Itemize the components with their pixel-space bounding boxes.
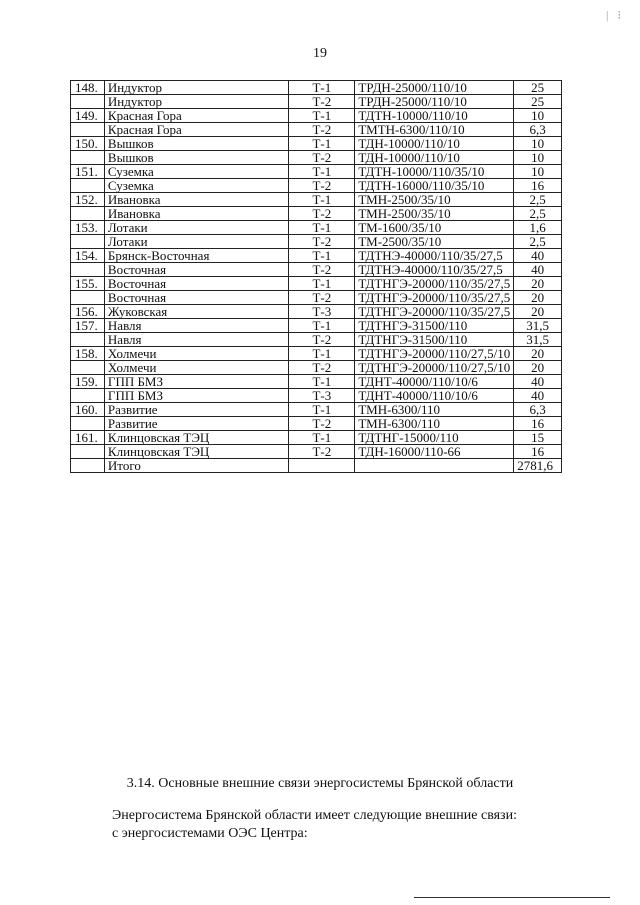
cell-num: 150. bbox=[71, 137, 105, 151]
cell-power: 2,5 bbox=[514, 235, 562, 249]
table-row bbox=[71, 193, 562, 207]
cell-model: ТДТН-10000/110/35/10 bbox=[355, 165, 514, 179]
cell-num bbox=[71, 333, 105, 347]
table-row bbox=[71, 109, 562, 123]
table-row bbox=[71, 235, 562, 249]
cell-num: 159. bbox=[71, 375, 105, 389]
cell-name: Вышков bbox=[104, 151, 288, 165]
cell-model: ТДТНГЭ-20000/110/35/27,5 bbox=[355, 277, 514, 291]
cell-num: 158. bbox=[71, 347, 105, 361]
cell-type: Т-1 bbox=[289, 403, 355, 417]
cell-num: 155. bbox=[71, 277, 105, 291]
cell-model: ТРДН-25000/110/10 bbox=[355, 95, 514, 109]
cell-name: Суземка bbox=[104, 179, 288, 193]
cell-model bbox=[355, 459, 514, 473]
cell-name: Навля bbox=[104, 319, 288, 333]
cell-power: 2781,6 bbox=[514, 459, 562, 473]
cell-num: 153. bbox=[71, 221, 105, 235]
cell-name: Суземка bbox=[104, 165, 288, 179]
cell-num: 160. bbox=[71, 403, 105, 417]
cell-num: 154. bbox=[71, 249, 105, 263]
cell-model: ТДНТ-40000/110/10/6 bbox=[355, 375, 514, 389]
cell-num bbox=[71, 459, 105, 473]
cell-type: Т-3 bbox=[289, 305, 355, 319]
cell-name: Брянск-Восточная bbox=[104, 249, 288, 263]
cell-type: Т-2 bbox=[289, 263, 355, 277]
cell-model: ТДТНГЭ-20000/110/27,5/10 bbox=[355, 347, 514, 361]
cell-type: Т-1 bbox=[289, 109, 355, 123]
cell-power: 20 bbox=[514, 291, 562, 305]
cell-name: Жуковская bbox=[104, 305, 288, 319]
table-row bbox=[71, 431, 562, 445]
cell-model: ТМ-2500/35/10 bbox=[355, 235, 514, 249]
cell-model: ТДН-10000/110/10 bbox=[355, 151, 514, 165]
cell-type: Т-2 bbox=[289, 361, 355, 375]
cell-type: Т-1 bbox=[289, 221, 355, 235]
cell-model: ТМ-1600/35/10 bbox=[355, 221, 514, 235]
cell-power: 20 bbox=[514, 305, 562, 319]
cell-model: ТМН-6300/110 bbox=[355, 417, 514, 431]
cell-num bbox=[71, 263, 105, 277]
cell-num: 156. bbox=[71, 305, 105, 319]
cell-power: 16 bbox=[514, 417, 562, 431]
cell-type bbox=[289, 459, 355, 473]
cell-model: ТДТНГЭ-31500/110 bbox=[355, 319, 514, 333]
cell-num bbox=[71, 95, 105, 109]
scan-corner-mark: | ⁝ bbox=[606, 8, 625, 22]
cell-name: Развитие bbox=[104, 403, 288, 417]
cell-name: Развитие bbox=[104, 417, 288, 431]
cell-power: 20 bbox=[514, 277, 562, 291]
cell-num bbox=[71, 361, 105, 375]
table-row bbox=[71, 81, 562, 95]
cell-name: Ивановка bbox=[104, 207, 288, 221]
table-row bbox=[71, 319, 562, 333]
cell-name: Клинцовская ТЭЦ bbox=[104, 445, 288, 459]
table-total-row bbox=[71, 459, 562, 473]
cell-num: 157. bbox=[71, 319, 105, 333]
cell-power: 10 bbox=[514, 165, 562, 179]
cell-type: Т-1 bbox=[289, 375, 355, 389]
cell-power: 10 bbox=[514, 109, 562, 123]
cell-power: 40 bbox=[514, 389, 562, 403]
table-row bbox=[71, 123, 562, 137]
cell-num: 148. bbox=[71, 81, 105, 95]
page-number: 19 bbox=[313, 46, 327, 61]
table-row bbox=[71, 403, 562, 417]
cell-model: ТМТН-6300/110/10 bbox=[355, 123, 514, 137]
cell-name: Вышков bbox=[104, 137, 288, 151]
cell-name: Восточная bbox=[104, 263, 288, 277]
cell-type: Т-2 bbox=[289, 95, 355, 109]
cell-model: ТДТНГЭ-20000/110/35/27,5 bbox=[355, 305, 514, 319]
cell-type: Т-1 bbox=[289, 319, 355, 333]
table-row bbox=[71, 249, 562, 263]
cell-type: Т-2 bbox=[289, 207, 355, 221]
cell-power: 31,5 bbox=[514, 319, 562, 333]
cell-power: 10 bbox=[514, 151, 562, 165]
cell-num bbox=[71, 179, 105, 193]
cell-type: Т-1 bbox=[289, 277, 355, 291]
cell-num bbox=[71, 235, 105, 249]
cell-power: 16 bbox=[514, 445, 562, 459]
cell-power: 40 bbox=[514, 375, 562, 389]
table-row bbox=[71, 361, 562, 375]
footer-rule bbox=[414, 897, 610, 898]
transformer-table bbox=[70, 80, 562, 473]
cell-type: Т-2 bbox=[289, 445, 355, 459]
cell-name: Красная Гора bbox=[104, 109, 288, 123]
cell-power: 16 bbox=[514, 179, 562, 193]
cell-type: Т-2 bbox=[289, 151, 355, 165]
cell-power: 1,6 bbox=[514, 221, 562, 235]
cell-model: ТМН-6300/110 bbox=[355, 403, 514, 417]
cell-name: Холмечи bbox=[104, 361, 288, 375]
cell-type: Т-1 bbox=[289, 431, 355, 445]
cell-model: ТДТНГЭ-20000/110/35/27,5 bbox=[355, 291, 514, 305]
cell-num bbox=[71, 151, 105, 165]
cell-name: Восточная bbox=[104, 291, 288, 305]
table-row bbox=[71, 151, 562, 165]
cell-power: 20 bbox=[514, 347, 562, 361]
cell-model: ТМН-2500/35/10 bbox=[355, 207, 514, 221]
table-row bbox=[71, 221, 562, 235]
table-row bbox=[71, 277, 562, 291]
table-row bbox=[71, 389, 562, 403]
cell-type: Т-2 bbox=[289, 123, 355, 137]
cell-type: Т-2 bbox=[289, 291, 355, 305]
cell-name: Восточная bbox=[104, 277, 288, 291]
cell-model: ТДТНГЭ-20000/110/27,5/10 bbox=[355, 361, 514, 375]
cell-model: ТДН-16000/110-66 bbox=[355, 445, 514, 459]
table-row bbox=[71, 333, 562, 347]
cell-name: Индуктор bbox=[104, 95, 288, 109]
cell-model: ТДТНГЭ-31500/110 bbox=[355, 333, 514, 347]
cell-type: Т-2 bbox=[289, 235, 355, 249]
cell-model: ТДТН-10000/110/10 bbox=[355, 109, 514, 123]
table-row bbox=[71, 179, 562, 193]
cell-type: Т-1 bbox=[289, 193, 355, 207]
cell-num: 151. bbox=[71, 165, 105, 179]
cell-model: ТДН-10000/110/10 bbox=[355, 137, 514, 151]
table-row bbox=[71, 291, 562, 305]
cell-num: 161. bbox=[71, 431, 105, 445]
table-row bbox=[71, 165, 562, 179]
cell-name: ГПП БМЗ bbox=[104, 375, 288, 389]
table-row bbox=[71, 417, 562, 431]
cell-model: ТДТН-16000/110/35/10 bbox=[355, 179, 514, 193]
cell-num bbox=[71, 389, 105, 403]
cell-model: ТМН-2500/35/10 bbox=[355, 193, 514, 207]
table-row bbox=[71, 445, 562, 459]
cell-type: Т-2 bbox=[289, 179, 355, 193]
cell-power: 31,5 bbox=[514, 333, 562, 347]
transformer-table-body bbox=[71, 81, 562, 473]
cell-type: Т-2 bbox=[289, 333, 355, 347]
cell-power: 20 bbox=[514, 361, 562, 375]
cell-power: 2,5 bbox=[514, 207, 562, 221]
cell-type: Т-1 bbox=[289, 347, 355, 361]
table-row bbox=[71, 207, 562, 221]
cell-type: Т-1 bbox=[289, 137, 355, 151]
cell-power: 40 bbox=[514, 263, 562, 277]
cell-name: Холмечи bbox=[104, 347, 288, 361]
table-row bbox=[71, 95, 562, 109]
cell-type: Т-1 bbox=[289, 249, 355, 263]
cell-power: 10 bbox=[514, 137, 562, 151]
cell-power: 2,5 bbox=[514, 193, 562, 207]
cell-name: ГПП БМЗ bbox=[104, 389, 288, 403]
table-row bbox=[71, 305, 562, 319]
cell-model: ТДТНЭ-40000/110/35/27,5 bbox=[355, 263, 514, 277]
cell-power: 25 bbox=[514, 95, 562, 109]
cell-model: ТРДН-25000/110/10 bbox=[355, 81, 514, 95]
table-row bbox=[71, 347, 562, 361]
cell-num: 152. bbox=[71, 193, 105, 207]
cell-model: ТДТНГ-15000/110 bbox=[355, 431, 514, 445]
cell-name: Индуктор bbox=[104, 81, 288, 95]
table-row bbox=[71, 375, 562, 389]
cell-name: Ивановка bbox=[104, 193, 288, 207]
cell-type: Т-1 bbox=[289, 165, 355, 179]
cell-power: 15 bbox=[514, 431, 562, 445]
section-heading: 3.14. Основные внешние связи энергосистемы Брянской области bbox=[126, 776, 514, 791]
cell-power: 6,3 bbox=[514, 123, 562, 137]
cell-num bbox=[71, 207, 105, 221]
cell-power: 6,3 bbox=[514, 403, 562, 417]
cell-name: Навля bbox=[104, 333, 288, 347]
cell-name: Красная Гора bbox=[104, 123, 288, 137]
cell-name: Лотаки bbox=[104, 221, 288, 235]
cell-type: Т-1 bbox=[289, 81, 355, 95]
cell-type: Т-3 bbox=[289, 389, 355, 403]
cell-num bbox=[71, 123, 105, 137]
cell-num bbox=[71, 417, 105, 431]
cell-num: 149. bbox=[71, 109, 105, 123]
cell-name: Итого bbox=[104, 459, 288, 473]
cell-model: ТДНТ-40000/110/10/6 bbox=[355, 389, 514, 403]
cell-name: Клинцовская ТЭЦ bbox=[104, 431, 288, 445]
cell-type: Т-2 bbox=[289, 417, 355, 431]
cell-num bbox=[71, 445, 105, 459]
paragraph-line: с энергосистемами ОЭС Центра: bbox=[112, 826, 308, 841]
paragraph-line: Энергосистема Брянской области имеет следующие внешние связи: bbox=[112, 808, 517, 823]
table-row bbox=[71, 137, 562, 151]
cell-model: ТДТНЭ-40000/110/35/27,5 bbox=[355, 249, 514, 263]
cell-name: Лотаки bbox=[104, 235, 288, 249]
table-row bbox=[71, 263, 562, 277]
cell-power: 25 bbox=[514, 81, 562, 95]
cell-power: 40 bbox=[514, 249, 562, 263]
cell-num bbox=[71, 291, 105, 305]
